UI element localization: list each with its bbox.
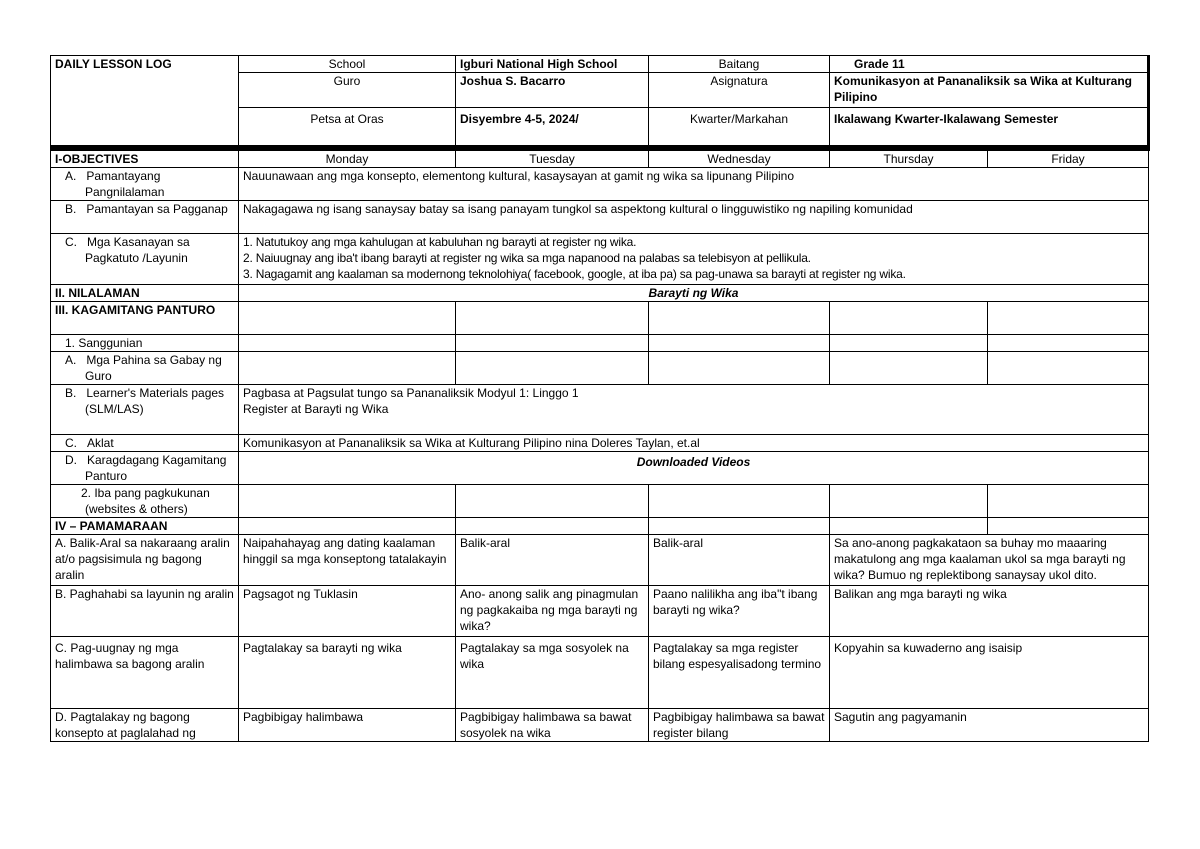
school-label: School (239, 56, 456, 73)
content-value: Barayti ng Wika (239, 285, 1149, 302)
empty-cell (649, 485, 830, 518)
empty-cell (239, 518, 456, 535)
learner-materials-label: B. Learner's Materials pages (SLM/LAS) (51, 385, 239, 435)
sources-label: 1. Sanggunian (51, 335, 239, 352)
procedure-d-monday: Pagbibigay halimbawa (239, 709, 456, 742)
learner-materials-value (239, 385, 1149, 435)
empty-cell (239, 485, 456, 518)
procedure-d-label: D. Pagtalakay ng bagong konsepto at paglalahad ng (51, 709, 239, 742)
empty-cell (988, 335, 1149, 352)
empty-cell (239, 352, 456, 385)
empty-cell (988, 485, 1149, 518)
procedure-b-thursday: Balikan ang mga barayti ng wika (830, 586, 1149, 637)
grade-label: Baitang (649, 56, 830, 73)
other-sources-label: 2. Iba pang pagkukunan (websites & others) (51, 485, 239, 518)
competency-item: 1. Natutukoy ang mga kahulugan at kabuluhan ng barayti at register ng wika. (243, 235, 637, 249)
empty-cell (456, 335, 649, 352)
quarter-label: Kwarter/Markahan (649, 108, 830, 149)
objectives-title: I-OBJECTIVES (51, 148, 239, 168)
empty-cell (456, 302, 649, 335)
procedure-b-label: B. Paghahabi sa layunin ng aralin (51, 586, 239, 637)
textbook-label: C. Aklat (51, 435, 239, 452)
learner-material-line: Register at Barayti ng Wika (243, 402, 389, 416)
subject-value: Komunikasyon at Pananaliksik sa Wika at Kulturang Pilipino (830, 73, 1149, 108)
content-label: II. NILALAMAN (51, 285, 239, 302)
empty-cell (239, 302, 456, 335)
empty-cell (456, 485, 649, 518)
procedure-b-monday: Pagsagot ng Tuklasin (239, 586, 456, 637)
textbook-value: Komunikasyon at Pananaliksik sa Wika at Kulturang Pilipino nina Doleres Taylan, et.al (239, 435, 1149, 452)
log-title: DAILY LESSON LOG (51, 56, 239, 149)
empty-cell (239, 335, 456, 352)
procedure-c-monday: Pagtalakay sa barayti ng wika (239, 637, 456, 709)
content-standard-value: Nauunawaan ang mga konsepto, elementong kultural, kasaysayan at gamit ng wika sa lipunang Pilipino (239, 168, 1149, 201)
performance-standard-label: B. Pamantayan sa Pagganap (51, 201, 239, 234)
empty-cell (988, 518, 1149, 535)
empty-cell (830, 352, 988, 385)
procedure-a-label: A. Balik-Aral sa nakaraang aralin at/o pagsisimula ng bagong aralin (51, 535, 239, 586)
empty-cell (988, 352, 1149, 385)
empty-cell (456, 518, 649, 535)
additional-materials-value: Downloaded Videos (239, 452, 1149, 485)
empty-cell (649, 518, 830, 535)
procedure-label: IV – PAMAMARAAN (51, 518, 239, 535)
competencies-label: C. Mga Kasanayan sa Pagkatuto /Layunin (51, 234, 239, 285)
day-friday: Friday (988, 148, 1149, 168)
day-tuesday: Tuesday (456, 148, 649, 168)
teacher-guide-label: A. Mga Pahina sa Gabay ng Guro (51, 352, 239, 385)
procedure-d-tuesday: Pagbibigay halimbawa sa bawat sosyolek na wika (456, 709, 649, 742)
date-label: Petsa at Oras (239, 108, 456, 149)
empty-cell (830, 302, 988, 335)
lesson-log-table (50, 55, 1150, 742)
procedure-d-thursday: Sagutin ang pagyamanin (830, 709, 1149, 742)
procedure-b-tuesday: Ano- anong salik ang pinagmulan ng pagkakaiba ng mga barayti ng wika? (456, 586, 649, 637)
day-thursday: Thursday (830, 148, 988, 168)
lesson-log-page (50, 55, 1148, 742)
empty-cell (649, 302, 830, 335)
procedure-a-monday: Naipahahayag ang dating kaalaman hinggil sa mga konseptong tatalakayin (239, 535, 456, 586)
empty-cell (649, 352, 830, 385)
procedure-a-wednesday: Balik-aral (649, 535, 830, 586)
subject-label: Asignatura (649, 73, 830, 108)
learner-material-line: Pagbasa at Pagsulat tungo sa Pananaliksik Modyul 1: Linggo 1 (243, 386, 579, 400)
competency-item: 2. Naiuugnay ang iba't ibang barayti at register ng wika sa mga napanood na palabas sa telebisyon at pellikula. (243, 251, 811, 265)
procedure-c-label: C. Pag-uugnay ng mga halimbawa sa bagong aralin (51, 637, 239, 709)
procedure-a-tuesday: Balik-aral (456, 535, 649, 586)
performance-standard-value: Nakagagawa ng isang sanaysay batay sa isang panayam tungkol sa aspektong kultural o lingguwistiko ng napiling komunidad (239, 201, 1149, 234)
empty-cell (830, 518, 988, 535)
empty-cell (456, 352, 649, 385)
teacher-label: Guro (239, 73, 456, 108)
empty-cell (830, 335, 988, 352)
materials-label: III. KAGAMITANG PANTURO (51, 302, 239, 335)
date-value: Disyembre 4-5, 2024/ (456, 108, 649, 149)
day-monday: Monday (239, 148, 456, 168)
procedure-d-wednesday: Pagbibigay halimbawa sa bawat register bilang (649, 709, 830, 742)
content-standard-label: A. Pamantayang Pangnilalaman (51, 168, 239, 201)
procedure-a-thursday: Sa ano-anong pagkakataon sa buhay mo maaaring makatulong ang mga kaalaman ukol sa mga barayti ng wika? Bumuo ng replektibong sanaysay ukol dito. (830, 535, 1149, 586)
empty-cell (649, 335, 830, 352)
competencies-list (239, 234, 1149, 285)
school-value: Igburi National High School (456, 56, 649, 73)
additional-materials-label: D. Karagdagang Kagamitang Panturo (51, 452, 239, 485)
procedure-c-wednesday: Pagtalakay sa mga register bilang espesyalisadong termino (649, 637, 830, 709)
grade-value: Grade 11 (830, 56, 1149, 73)
teacher-value: Joshua S. Bacarro (456, 73, 649, 108)
procedure-c-tuesday: Pagtalakay sa mga sosyolek na wika (456, 637, 649, 709)
competency-item: 3. Nagagamit ang kaalaman sa modernong teknolohiya( facebook, google, at iba pa) sa pag-unawa sa barayti at register ng wika. (243, 267, 906, 281)
procedure-b-wednesday: Paano nalilikha ang iba"t ibang barayti ng wika? (649, 586, 830, 637)
empty-cell (830, 485, 988, 518)
procedure-c-thursday: Kopyahin sa kuwaderno ang isaisip (830, 637, 1149, 709)
day-wednesday: Wednesday (649, 148, 830, 168)
empty-cell (988, 302, 1149, 335)
quarter-value: Ikalawang Kwarter-Ikalawang Semester (830, 108, 1149, 149)
